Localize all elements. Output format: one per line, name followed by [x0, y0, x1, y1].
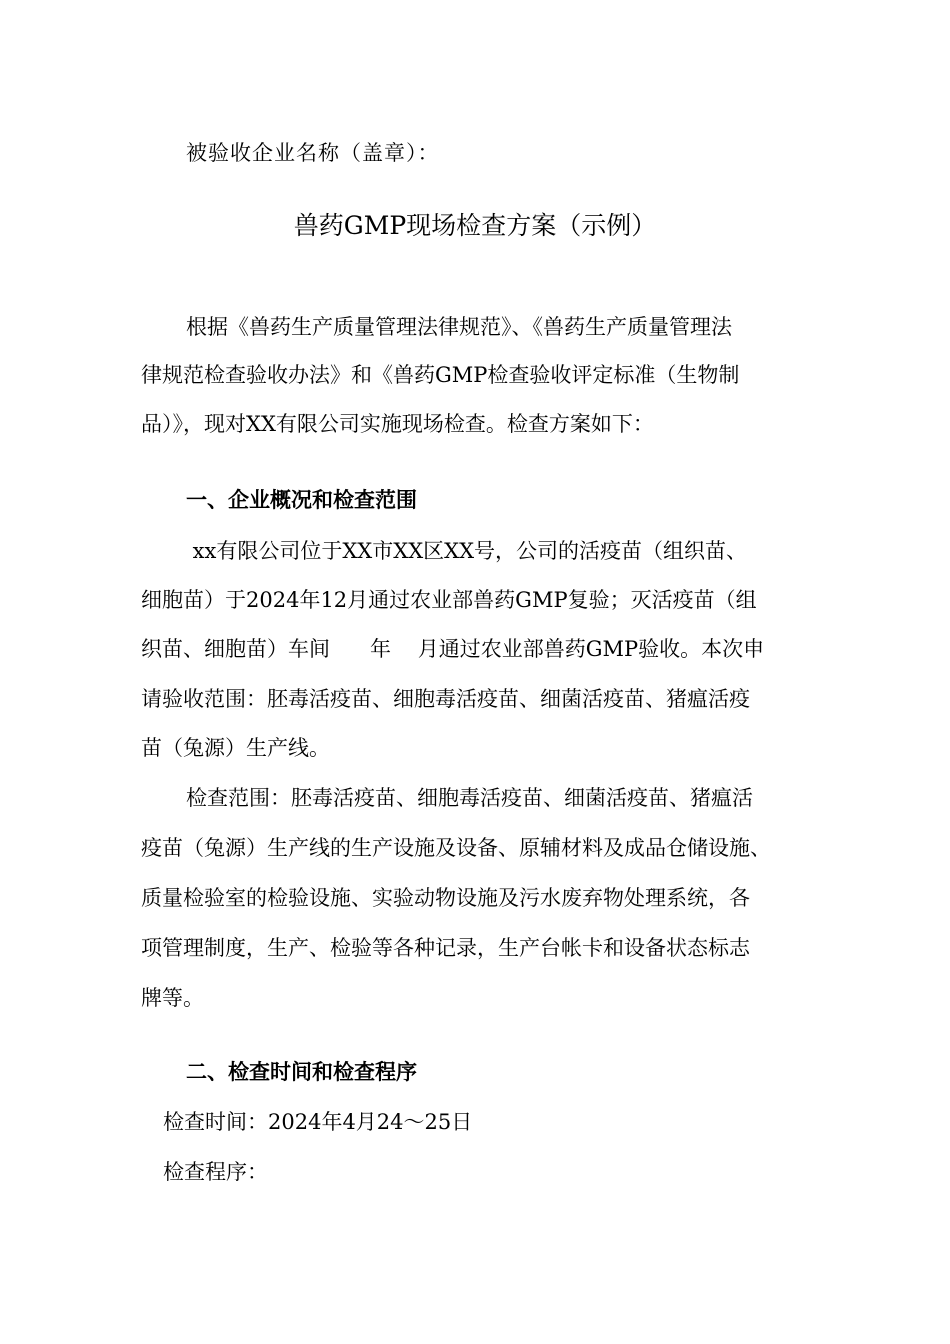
overview-line-4: 请验收范围：胚毒活疫苗、细胞毒活疫苗、细菌活疫苗、猪瘟活疫 — [141, 687, 750, 711]
company-seal-label: 被验收企业名称（盖章）： — [186, 141, 440, 165]
scope-line-1: 检查范围：胚毒活疫苗、细胞毒活疫苗、细菌活疫苗、猪瘟活 — [186, 786, 753, 810]
inspection-procedure-label: 检查程序： — [163, 1160, 268, 1184]
document-title: 兽药GMP现场检查方案（示例） — [293, 211, 657, 240]
scope-line-3: 质量检验室的检验设施、实验动物设施及污水废弃物处理系统，各 — [141, 886, 750, 910]
intro-line-3: 品）》，现对XX有限公司实施现场检查。检查方案如下： — [141, 412, 654, 436]
section-1-heading: 一、企业概况和检查范围 — [186, 488, 417, 512]
overview-line-5: 苗（兔源）生产线。 — [141, 736, 330, 760]
scope-line-5: 牌等。 — [141, 986, 204, 1010]
overview-line-3: 织苗、细胞苗）车间 年 月通过农业部兽药GMP验收。本次申 — [141, 637, 765, 661]
scope-line-4: 项管理制度，生产、检验等各种记录，生产台帐卡和设备状态标志 — [141, 936, 750, 960]
section-2-heading: 二、检查时间和检查程序 — [186, 1060, 417, 1084]
overview-line-1: xx有限公司位于XX市XX区XX号，公司的活疫苗（组织苗、 — [186, 539, 748, 563]
inspection-time: 检查时间：2024年4月24～25日 — [163, 1110, 473, 1134]
overview-line-2: 细胞苗）于2024年12月通过农业部兽药GMP复验；灭活疫苗（组 — [141, 588, 757, 612]
scope-line-2: 疫苗（兔源）生产线的生产设施及设备、原辅材料及成品仓储设施、 — [141, 836, 771, 860]
intro-line-1: 根据《兽药生产质量管理法律规范》、《兽药生产质量管理法 — [186, 315, 732, 339]
intro-line-2: 律规范检查验收办法》和《兽药GMP检查验收评定标准（生物制 — [141, 363, 740, 387]
